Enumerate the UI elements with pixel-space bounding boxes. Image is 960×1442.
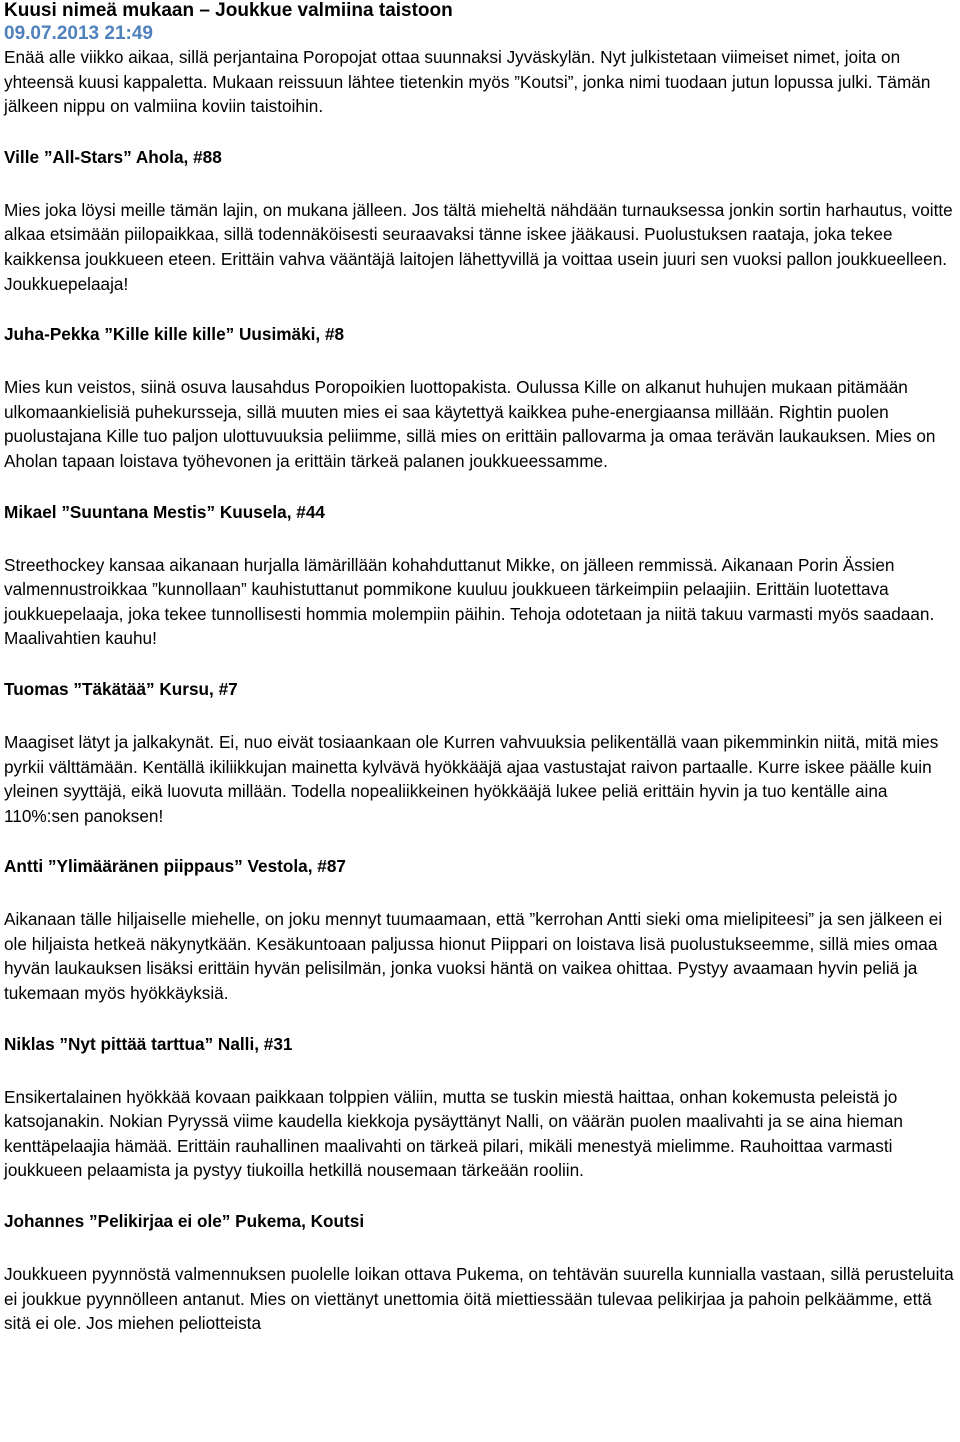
player-section — [4, 854, 956, 1005]
player-description: Mies kun veistos, siinä osuva lausahdus Poropoikien luottopakista. Oulussa Kille on alkanut huhujen mukaan pitämään ulkomaankielisiä puhekursseja, sillä muuten mies ei saa käytettyä kaikkea puhe-energiaansa millään. Rightin puolen puolustajana Kille tuo paljon ulottuvuuksia peliimme, sillä mies on erittäin pallovarma ja omaa terävän laukauksen. Mies on Aholan tapaan loistava työhevonen ja erittäin tärkeä palanen joukkueessamme. — [4, 377, 936, 471]
player-description: Maagiset lätyt ja jalkakynät. Ei, nuo eivät tosiaankaan ole Kurren vahvuuksia pelikentällä vaan pikemminkin niitä, mitä mies pyrkii välttämään. Kentällä ikiliikkujan mainetta kylvävä hyökkääjä ajaa vastustajat raivon partaalle. Kurre iskee päälle kuin yleinen syyttäjä, eikä luovuta millään. Todella nopealiikkeinen hyökkääjä lukee peliä erittäin hyvin ja tuo kentälle aina 110%:sen panoksen! — [4, 731, 939, 826]
player-heading: Niklas ”Nyt pittää tarttua” Nalli, #31 — [4, 1033, 293, 1054]
player-description: Joukkueen pyynnöstä valmennuksen puolelle loikan ottava Pukema, on tehtävän suurella kunnialla vastaan, sillä perusteluita ei joukkue pyynnölleen antanut. Mies on viettänyt unettomia öitä miettiessään tulevaa pelikirjaa ja pahoin pelkäämme, että sitä ei ole. Jos miehen peliotteista — [4, 1264, 954, 1334]
article-date: 09.07.2013 21:49 — [4, 23, 153, 44]
article — [4, 0, 956, 1336]
player-description: Mies joka löysi meille tämän lajin, on mukana jälleen. Jos tältä mieheltä nähdään turnauksessa jonkin sortin harhautus, voitte alkaa etsimään piilopaikkaa, sillä todennäköisesti seuraavaksi tänne iskee jääkausi. Puolustuksen raataja, joka tekee kaikkensa joukkueen eteen. Erittäin vahva vääntäjä laitojen lähettyvillä ja voittaa usein juuri sen vuoksi pallon joukkueelleen. Joukkuepelaaja! — [4, 199, 953, 294]
player-heading: Juha-Pekka ”Kille kille kille” Uusimäki, #8 — [4, 324, 345, 345]
player-section — [4, 500, 956, 651]
player-heading: Ville ”All-Stars” Ahola, #88 — [4, 146, 222, 167]
article-intro: Enää alle viikko aikaa, sillä perjantaina Poropojat ottaa suunnaksi Jyväskylän. Nyt julkistetaan viimeiset nimet, joita on yhteensä kuusi kappaletta. Mukaan reissuun lähtee tietenkin myös ”Koutsi”, jonka nimi tuodaan jutun lopussa julki. Tämän jälkeen nippu on valmiina koviin taistoihin. — [4, 47, 931, 117]
article-title: Kuusi nimeä mukaan – Joukkue valmiina taistoon — [4, 0, 453, 21]
player-heading: Johannes ”Pelikirjaa ei ole” Pukema, Koutsi — [4, 1211, 365, 1232]
player-heading: Tuomas ”Täkätää” Kursu, #7 — [4, 678, 238, 699]
player-section — [4, 1209, 956, 1336]
player-section — [4, 145, 956, 296]
player-heading: Antti ”Ylimääränen piippaus” Vestola, #87 — [4, 856, 346, 877]
player-description: Aikanaan tälle hiljaiselle miehelle, on joku mennyt tuumaamaan, että ”kerrohan Antti sieki oma mielipiteesi” ja sen jälkeen ei ole hiljaista hetkeä näkynytkään. Kesäkuntoaan paljussa hionut Piippari on loistava lisä puolustukseemme, sillä mies omaa hyvän laukauksen lisäksi erittäin hyvän pelisilmän, jonka vuoksi häntä on vaikea ohittaa. Pystyy avaamaan hyvin peliä ja tukemaan myös hyökkäyksiä. — [4, 909, 943, 1004]
player-section — [4, 322, 956, 473]
player-description: Ensikertalainen hyökkää kovaan paikkaan tolppien väliin, mutta se tuskin miestä haittaa, onhan kokemusta peleistä jo katsojanakin. Nokian Pyryssä viime kaudella kiekkoja pysäyttänyt Nalli, on väärän puolen maalivahti ja se aina hieman kenttäpelaajia hämää. Erittäin rauhallinen maalivahti on tärkeä pilari, mikäli menestyä mielimme. Rauhoittaa varmasti joukkueen pelaamista ja pystyy tiukoilla hetkillä nousemaan tärkeään rooliin. — [4, 1086, 903, 1181]
player-description: Streethockey kansaa aikanaan hurjalla lämärillään kohahduttanut Mikke, on jälleen remmissä. Aikanaan Porin Ässien valmennustroikkaa ”kunnollaan” kauhistuttanut pommikone kuuluu joukkueen tärkeimpiin pelaajiin. Erittäin luotettava joukkuepelaaja, joka tekee tunnollisesti hommia molempiin päihin. Tehoja odotetaan ja niitä takuu varmasti myös saadaan. Maalivahtien kauhu! — [4, 554, 935, 649]
player-section — [4, 1032, 956, 1183]
player-heading: Mikael ”Suuntana Mestis” Kuusela, #44 — [4, 501, 325, 522]
player-section — [4, 677, 956, 828]
